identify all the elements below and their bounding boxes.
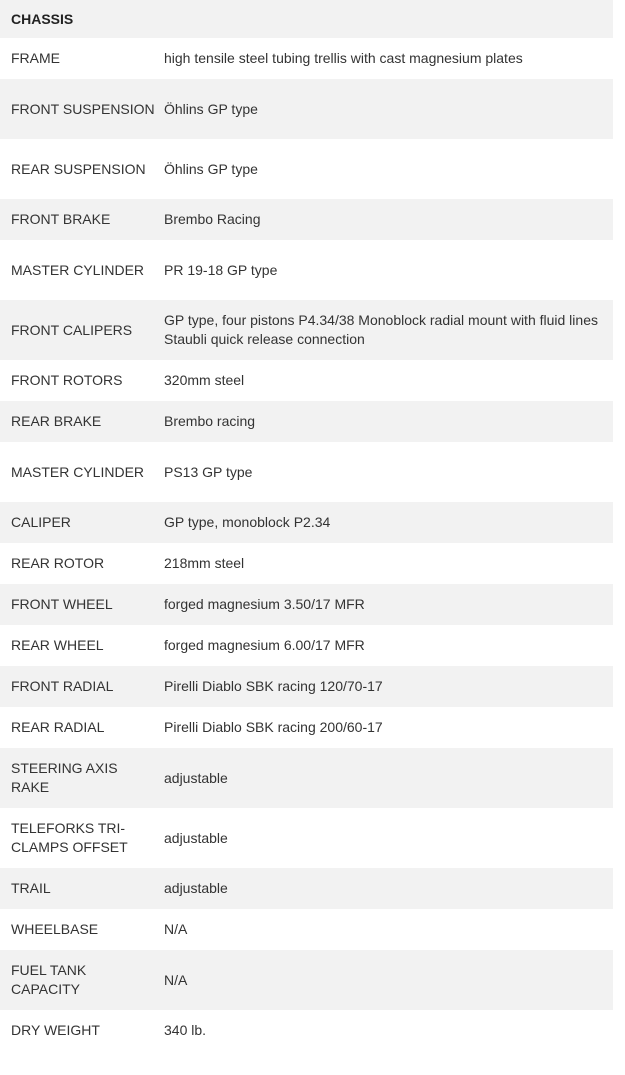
spec-label: MASTER CYLINDER bbox=[11, 261, 145, 278]
table-row bbox=[0, 625, 613, 666]
table-header-row bbox=[0, 0, 613, 38]
spec-label: STEERING AXIS RAKE bbox=[11, 760, 118, 795]
spec-label: REAR ROTOR bbox=[11, 555, 105, 571]
spec-label: WHEELBASE bbox=[11, 921, 99, 937]
spec-label: DRY WEIGHT bbox=[11, 1022, 100, 1038]
spec-value: Pirelli Diablo SBK racing 120/70-17 bbox=[164, 678, 383, 694]
spec-value: N/A bbox=[164, 971, 188, 988]
spec-label: TELEFORKS TRI-CLAMPS OFFSET bbox=[11, 820, 128, 855]
spec-value: adjustable bbox=[164, 880, 228, 896]
table-row bbox=[0, 139, 613, 199]
table-row bbox=[0, 748, 613, 808]
table-row bbox=[0, 808, 613, 868]
spec-value: GP type, four pistons P4.34/38 Monoblock radial mount with fluid lines Staubli quick release connection bbox=[164, 312, 598, 347]
spec-label: REAR SUSPENSION bbox=[11, 160, 146, 177]
spec-label: FRONT ROTORS bbox=[11, 372, 123, 388]
spec-value: Brembo Racing bbox=[164, 211, 261, 227]
spec-value: Brembo racing bbox=[164, 413, 256, 429]
table-row bbox=[0, 38, 613, 79]
spec-label: REAR BRAKE bbox=[11, 413, 102, 429]
spec-value: forged magnesium 3.50/17 MFR bbox=[164, 596, 365, 612]
spec-value: 340 lb. bbox=[164, 1022, 207, 1038]
spec-value: adjustable bbox=[164, 769, 228, 786]
spec-label: FRONT BRAKE bbox=[11, 211, 111, 227]
table-row bbox=[0, 199, 613, 240]
spec-value: PS13 GP type bbox=[164, 463, 253, 480]
spec-value: adjustable bbox=[164, 829, 228, 846]
table-row bbox=[0, 442, 613, 502]
table-row bbox=[0, 401, 613, 442]
spec-value: 218mm steel bbox=[164, 555, 245, 571]
spec-label: TRAIL bbox=[11, 880, 51, 896]
table-row bbox=[0, 79, 613, 139]
table-row bbox=[0, 360, 613, 401]
spec-value: Pirelli Diablo SBK racing 200/60-17 bbox=[164, 719, 383, 735]
spec-label: MASTER CYLINDER bbox=[11, 463, 145, 480]
spec-label: REAR RADIAL bbox=[11, 719, 105, 735]
spec-label: FUEL TANK CAPACITY bbox=[11, 962, 87, 997]
spec-label: FRONT CALIPERS bbox=[11, 321, 133, 338]
table-row bbox=[0, 666, 613, 707]
spec-label: CALIPER bbox=[11, 514, 71, 530]
spec-value: Öhlins GP type bbox=[164, 100, 258, 117]
table-row bbox=[0, 868, 613, 909]
spec-value: Öhlins GP type bbox=[164, 160, 258, 177]
spec-label: FRAME bbox=[11, 50, 60, 66]
spec-value: high tensile steel tubing trellis with cast magnesium plates bbox=[164, 50, 523, 66]
spec-label: FRONT RADIAL bbox=[11, 678, 114, 694]
spec-value: forged magnesium 6.00/17 MFR bbox=[164, 637, 365, 653]
table-row bbox=[0, 707, 613, 748]
spec-value: 320mm steel bbox=[164, 372, 245, 388]
table-row bbox=[0, 543, 613, 584]
spec-value: N/A bbox=[164, 921, 188, 937]
table-row bbox=[0, 502, 613, 543]
table-row bbox=[0, 950, 613, 1010]
table-row bbox=[0, 240, 613, 300]
table-row bbox=[0, 300, 613, 360]
table-row bbox=[0, 909, 613, 950]
table-row bbox=[0, 584, 613, 625]
table-row bbox=[0, 1010, 613, 1051]
spec-label: REAR WHEEL bbox=[11, 637, 104, 653]
spec-label: FRONT SUSPENSION bbox=[11, 100, 155, 117]
spec-value: GP type, monoblock P2.34 bbox=[164, 514, 331, 530]
spec-label: FRONT WHEEL bbox=[11, 596, 113, 612]
spec-value: PR 19-18 GP type bbox=[164, 261, 278, 278]
section-title: CHASSIS bbox=[0, 0, 613, 38]
